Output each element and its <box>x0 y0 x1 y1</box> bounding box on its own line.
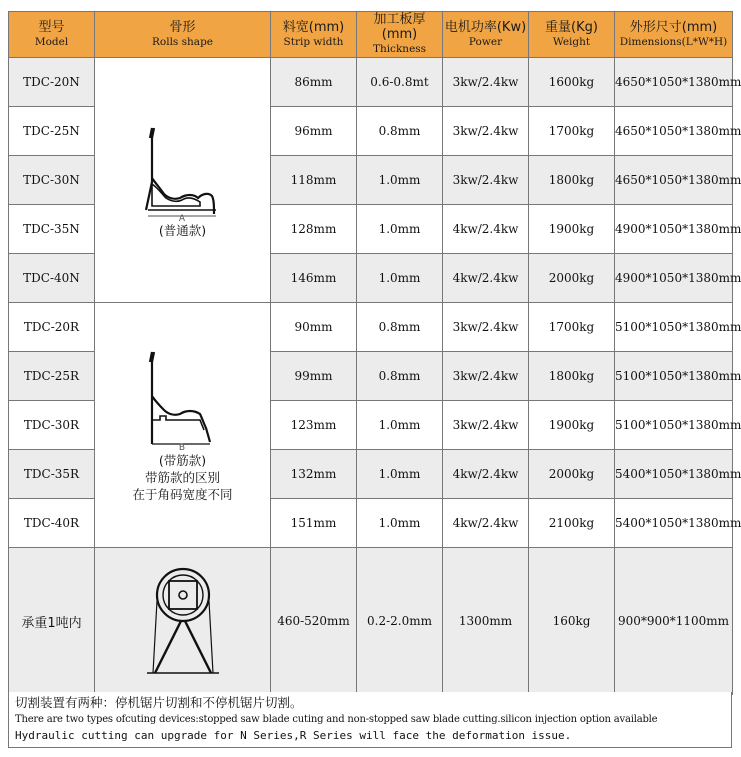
table-row <box>9 303 733 352</box>
thickness-cell: 1.0mm <box>357 401 443 450</box>
header-weight: 重量(Kg) Weight <box>529 12 615 58</box>
decoiler-width-cell: 460-520mm <box>271 548 357 695</box>
dimensions-cell: 5100*1050*1380mm <box>615 401 733 450</box>
decoiler-row <box>9 548 733 695</box>
notes-en-1: There are two types ofcuting devices:stopped saw blade cuting and non-stopped saw blade cutting.silicon injection option available <box>15 714 658 725</box>
rolls-shape-r-cell <box>95 303 271 548</box>
rolls-shape-r-caption: (带筋款) <box>158 452 207 468</box>
power-cell: 3kw/2.4kw <box>443 303 529 352</box>
weight-cell: 2000kg <box>529 254 615 303</box>
dimensions-cell: 5400*1050*1380mm <box>615 450 733 499</box>
strip-width-cell: 96mm <box>271 107 357 156</box>
dimensions-cell: 5100*1050*1380mm <box>615 352 733 401</box>
weight-cell: 1700kg <box>529 303 615 352</box>
decoiler-icon <box>143 561 223 681</box>
header-dimensions: 外形尺寸(mm) Dimensions(L*W*H) <box>615 12 733 58</box>
power-cell: 3kw/2.4kw <box>443 107 529 156</box>
decoiler-model-cell: 承重1吨内 <box>9 548 95 695</box>
thickness-cell: 1.0mm <box>357 450 443 499</box>
strip-width-cell: 132mm <box>271 450 357 499</box>
power-cell: 4kw/2.4kw <box>443 205 529 254</box>
weight-cell: 1900kg <box>529 205 615 254</box>
header-model: 型号 Model <box>9 12 95 58</box>
thickness-cell: 0.6-0.8mt <box>357 58 443 107</box>
power-cell: 3kw/2.4kw <box>443 156 529 205</box>
rolls-profile-a-icon <box>138 122 228 222</box>
header-strip-width: 料宽(mm) Strip width <box>271 12 357 58</box>
strip-width-cell: 151mm <box>271 499 357 548</box>
model-cell: TDC-20N <box>9 58 95 107</box>
thickness-cell: 1.0mm <box>357 156 443 205</box>
power-cell: 3kw/2.4kw <box>443 401 529 450</box>
table-row <box>9 58 733 107</box>
rolls-shape-r-note-2: 在于角码宽度不同 <box>132 486 233 502</box>
thickness-cell: 0.8mm <box>357 303 443 352</box>
svg-text:B: B <box>178 442 185 452</box>
svg-text:A: A <box>178 213 185 222</box>
model-cell: TDC-20R <box>9 303 95 352</box>
weight-cell: 1800kg <box>529 156 615 205</box>
dimensions-cell: 5100*1050*1380mm <box>615 303 733 352</box>
strip-width-cell: 123mm <box>271 401 357 450</box>
dimensions-cell: 5400*1050*1380mm <box>615 499 733 548</box>
rolls-profile-b-icon <box>138 348 228 452</box>
power-cell: 4kw/2.4kw <box>443 254 529 303</box>
model-cell: TDC-40R <box>9 499 95 548</box>
model-cell: TDC-35R <box>9 450 95 499</box>
dimensions-cell: 4650*1050*1380mm <box>615 58 733 107</box>
power-cell: 3kw/2.4kw <box>443 58 529 107</box>
weight-cell: 1700kg <box>529 107 615 156</box>
power-cell: 4kw/2.4kw <box>443 450 529 499</box>
model-cell: TDC-30R <box>9 401 95 450</box>
strip-width-cell: 99mm <box>271 352 357 401</box>
strip-width-cell: 90mm <box>271 303 357 352</box>
spec-table <box>8 11 741 695</box>
dimensions-cell: 4900*1050*1380mm <box>615 205 733 254</box>
header-row <box>9 12 733 58</box>
decoiler-shape-cell <box>95 548 271 695</box>
decoiler-power-cell: 1300mm <box>443 548 529 695</box>
weight-cell: 1900kg <box>529 401 615 450</box>
power-cell: 4kw/2.4kw <box>443 499 529 548</box>
strip-width-cell: 86mm <box>271 58 357 107</box>
weight-cell: 2000kg <box>529 450 615 499</box>
weight-cell: 1800kg <box>529 352 615 401</box>
dimensions-cell: 4650*1050*1380mm <box>615 107 733 156</box>
dimensions-cell: 4900*1050*1380mm <box>615 254 733 303</box>
notes-box <box>8 692 732 748</box>
weight-cell: 2100kg <box>529 499 615 548</box>
rolls-shape-n-cell <box>95 58 271 303</box>
power-cell: 3kw/2.4kw <box>443 352 529 401</box>
notes-en-2: Hydraulic cutting can upgrade for N Series,R Series will face the deformation issue. <box>15 729 572 742</box>
header-rolls-shape: 骨形 Rolls shape <box>95 12 271 58</box>
notes-zh: 切割装置有两种：停机锯片切割和不停机锯片切割。 <box>15 695 303 710</box>
model-cell: TDC-25N <box>9 107 95 156</box>
decoiler-dimensions-cell: 900*900*1100mm <box>615 548 733 695</box>
model-cell: TDC-25R <box>9 352 95 401</box>
rolls-shape-n-caption: (普通款) <box>158 222 207 238</box>
thickness-cell: 1.0mm <box>357 499 443 548</box>
thickness-cell: 1.0mm <box>357 205 443 254</box>
header-power: 电机功率(Kw) Power <box>443 12 529 58</box>
model-cell: TDC-35N <box>9 205 95 254</box>
decoiler-weight-cell: 160kg <box>529 548 615 695</box>
thickness-cell: 0.8mm <box>357 107 443 156</box>
dimensions-cell: 4650*1050*1380mm <box>615 156 733 205</box>
model-cell: TDC-40N <box>9 254 95 303</box>
thickness-cell: 1.0mm <box>357 254 443 303</box>
strip-width-cell: 146mm <box>271 254 357 303</box>
rolls-shape-r-note: 带筋款的区别 <box>144 469 220 485</box>
weight-cell: 1600kg <box>529 58 615 107</box>
header-thickness: 加工板厚(mm) Thickness <box>357 12 443 58</box>
thickness-cell: 0.8mm <box>357 352 443 401</box>
strip-width-cell: 128mm <box>271 205 357 254</box>
strip-width-cell: 118mm <box>271 156 357 205</box>
model-cell: TDC-30N <box>9 156 95 205</box>
decoiler-thickness-cell: 0.2-2.0mm <box>357 548 443 695</box>
